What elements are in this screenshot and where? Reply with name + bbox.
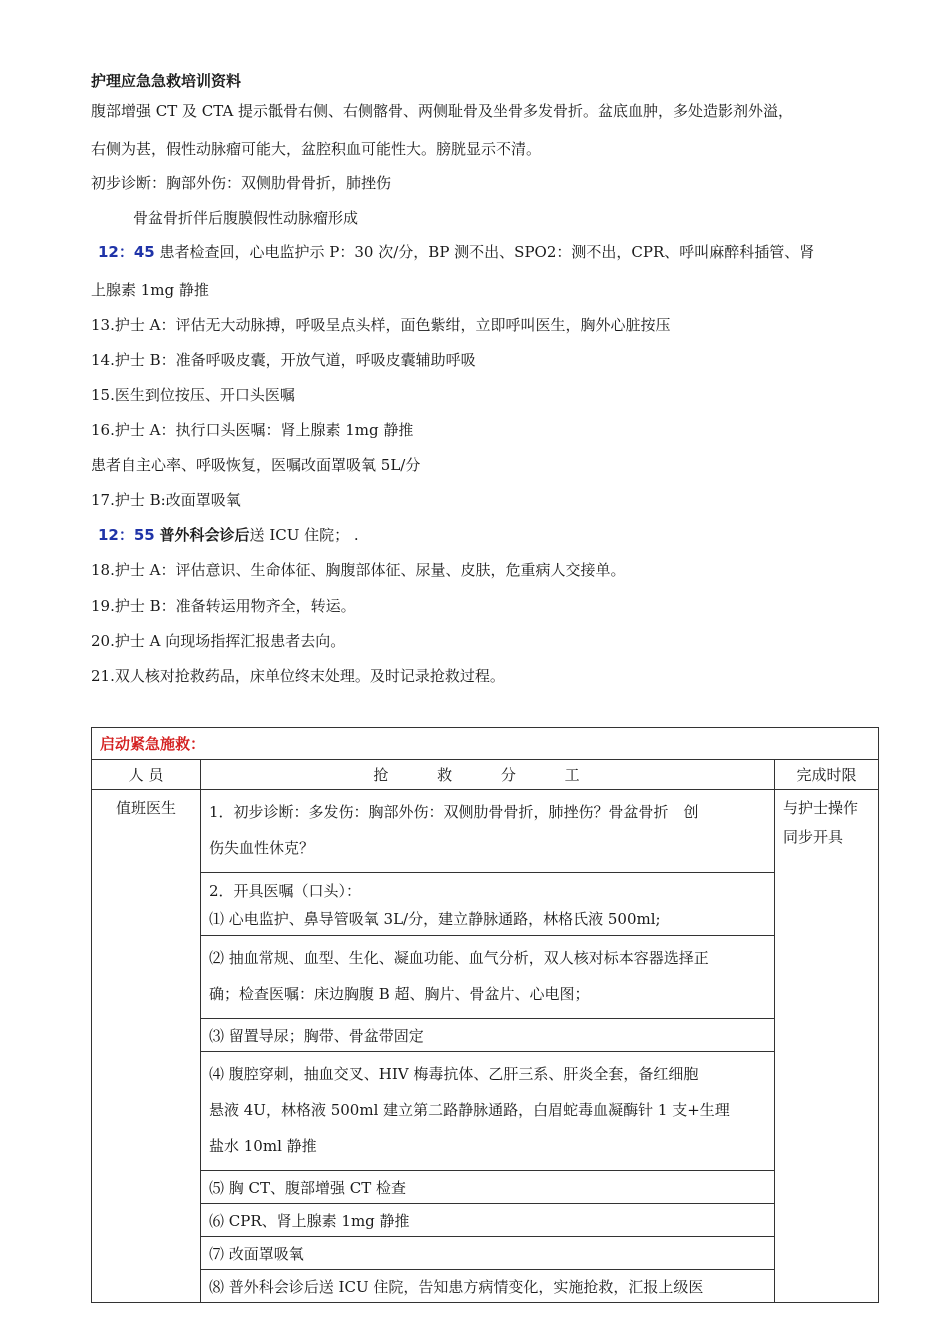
deadline-cell: 与护士操作 同步开具 (775, 790, 879, 1303)
task-row-4: ⑶ 留置导尿；胸带、骨盆带固定 (201, 1019, 775, 1052)
task-row-5: ⑷ 腹腔穿刺，抽血交叉、HIV 梅毒抗体、乙肝三系、肝炎全套，备红细胞 悬液 4U，林格液 500ml 建立第二路静脉通路，白眉蛇毒血凝酶针 1 支+生理 盐水 10ml 静推 (201, 1052, 775, 1171)
task-row-1: 1．初步诊断：多发伤：胸部外伤：双侧肋骨骨折，肺挫伤？骨盆骨折 创 伤失血性休克？ (201, 790, 775, 873)
event-1245-text: 患者检查回，心电监护示 P：30 次/分，BP 测不出、SPO2：测不出，CPR、呼叫麻醉科插管、肾 (159, 243, 815, 261)
header-task: 抢 救 分 工 (201, 760, 775, 790)
step-17: 17.护士 B:改面罩吸氧 (91, 491, 241, 509)
event-1245 (98, 242, 814, 262)
timestamp-1255: 12：55 (98, 526, 155, 544)
step-13: 13.护士 A：评估无大动脉搏，呼吸呈点头样，面色紫绀，立即呼叫医生，胸外心脏按压 (91, 316, 671, 334)
event-1255-bold: 普外科会诊后 (159, 526, 250, 544)
step-20: 20.护士 A 向现场指挥汇报患者去向。 (91, 632, 346, 650)
ct-finding-line-2: 右侧为甚，假性动脉瘤可能大，盆腔积血可能性大。膀胱显示不清。 (91, 140, 542, 158)
task-row-7: ⑹ CPR、肾上腺素 1mg 静推 (201, 1204, 775, 1237)
timestamp-1245: 12：45 (98, 243, 155, 261)
event-1255 (98, 525, 359, 545)
step-14: 14.护士 B：准备呼吸皮囊，开放气道，呼吸皮囊辅助呼吸 (91, 351, 476, 369)
table-banner: 启动紧急施救： (92, 728, 879, 760)
step-15: 15.医生到位按压、开口头医嘱 (91, 386, 295, 404)
rescue-task-table (91, 727, 879, 1303)
step-19: 19.护士 B：准备转运用物齐全，转运。 (91, 597, 356, 615)
step-16-result: 患者自主心率、呼吸恢复，医嘱改面罩吸氧 5L/分 (91, 456, 421, 474)
person-cell: 值班医生 (92, 790, 201, 1303)
task-row-3: ⑵ 抽血常规、血型、生化、凝血功能、血气分析，双人核对标本容器选择正 确；检查医嘱：床边胸腹 B 超、胸片、骨盆片、心电图； (201, 936, 775, 1019)
header-deadline: 完成时限 (775, 760, 879, 790)
diagnosis-line-2: 骨盆骨折伴后腹膜假性动脉瘤形成 (133, 209, 359, 227)
ct-finding-line-1: 腹部增强 CT 及 CTA 提示骶骨右侧、右侧髂骨、两侧耻骨及坐骨多发骨折。盆底血肿，多处造影剂外溢， (91, 102, 794, 120)
task-row-8: ⑺ 改面罩吸氧 (201, 1237, 775, 1270)
step-18: 18.护士 A：评估意识、生命体征、胸腹部体征、尿量、皮肤，危重病人交接单。 (91, 561, 626, 579)
task-row-9: ⑻ 普外科会诊后送 ICU 住院，告知患方病情变化，实施抢救，汇报上级医 (201, 1270, 775, 1303)
task-row-6: ⑸ 胸 CT、腹部增强 CT 检查 (201, 1171, 775, 1204)
header-person: 人 员 (92, 760, 201, 790)
event-1245-text-cont: 上腺素 1mg 静推 (91, 281, 209, 299)
step-21: 21.双人核对抢救药品，床单位终末处理。及时记录抢救过程。 (91, 667, 505, 685)
event-1255-text: 送 ICU 住院； . (249, 526, 359, 544)
task-row-2: 2．开具医嘱（口头）： ⑴ 心电监护、鼻导管吸氧 3L/分，建立静脉通路，林格氏液 500ml; (201, 873, 775, 936)
step-16: 16.护士 A：执行口头医嘱：肾上腺素 1mg 静推 (91, 421, 414, 439)
doc-title: 护理应急急救培训资料 (91, 72, 242, 90)
diagnosis-line-1: 初步诊断：胸部外伤：双侧肋骨骨折，肺挫伤 (91, 174, 392, 192)
